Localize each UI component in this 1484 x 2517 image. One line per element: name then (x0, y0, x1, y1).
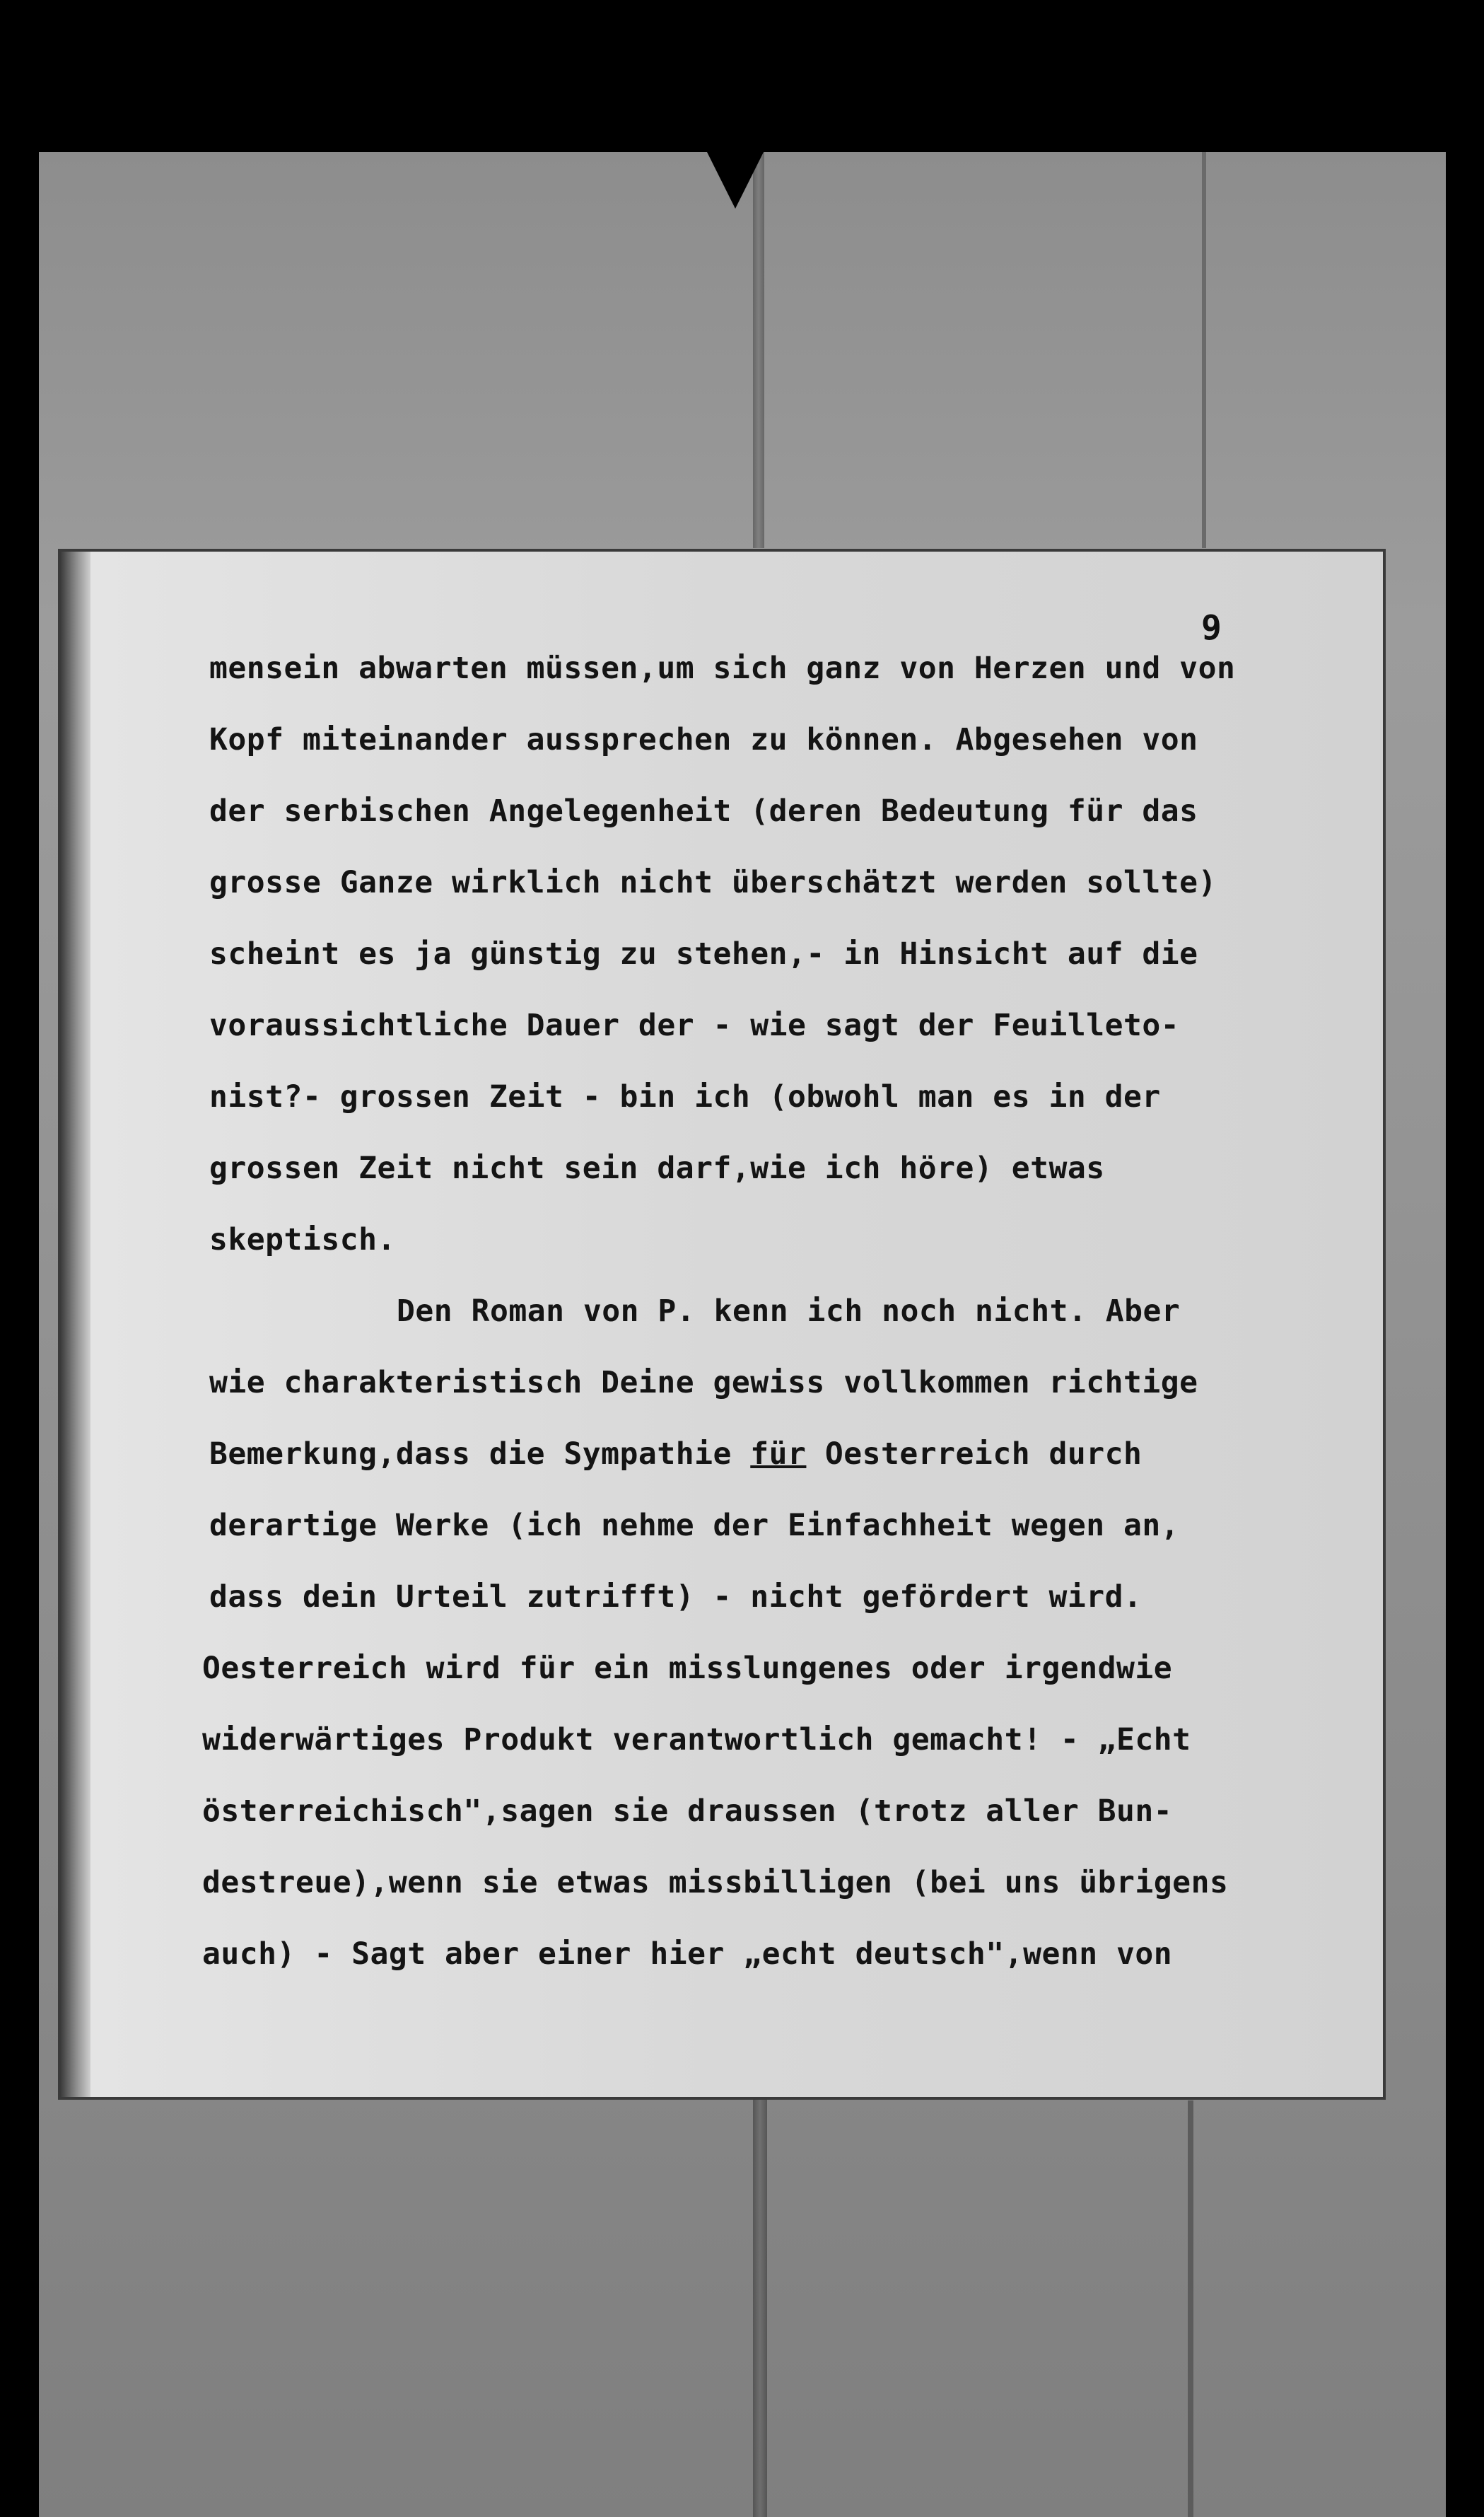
underlined-word: für (750, 1436, 807, 1472)
text-line: grosse Ganze wirklich nicht überschätzt werden sollte) (209, 865, 1217, 900)
text-line: widerwärtiges Produkt verantwortlich gemacht! - „Echt (202, 1722, 1191, 1757)
text-line: voraussichtliche Dauer der - wie sagt der Feuilleto- (209, 1008, 1180, 1043)
typed-letter-page (61, 552, 1383, 2097)
text-line: derartige Werke (ich nehme der Einfachheit wegen an, (209, 1508, 1180, 1543)
text-line: nist?- grossen Zeit - bin ich (obwohl man es in der (209, 1079, 1161, 1115)
text-line: mensein abwarten müssen,um sich ganz von Herzen und von (209, 651, 1236, 686)
text-line: dass dein Urteil zutrifft) - nicht gefördert wird. (209, 1579, 1143, 1615)
letter-body (61, 552, 1383, 2097)
text-line: grossen Zeit nicht sein darf,wie ich höre) etwas (209, 1151, 1105, 1186)
text-line: Kopf miteinander aussprechen zu können. Abgesehen von (209, 722, 1198, 757)
text-line: scheint es ja günstig zu stehen,- in Hinsicht auf die (209, 936, 1198, 972)
text-line: Den Roman von P. kenn ich noch nicht. Aber (397, 1294, 1181, 1329)
text-line (209, 1436, 1142, 1472)
text-line: österreichisch",sagen sie draussen (trotz aller Bun- (202, 1794, 1173, 1829)
text-line: der serbischen Angelegenheit (deren Bedeutung für das (209, 794, 1198, 829)
fold-line (1188, 2100, 1193, 2517)
text-line: destreue),wenn sie etwas missbilligen (bei uns übrigens (202, 1865, 1229, 1900)
page-number: 9 (1201, 608, 1222, 648)
text-line: Oesterreich wird für ein misslungenes oder irgendwie (202, 1651, 1173, 1686)
text-segment: Oesterreich durch (824, 1436, 1143, 1472)
text-segment: Bemerkung,dass die Sympathie (209, 1436, 732, 1472)
text-line: skeptisch. (209, 1222, 396, 1257)
text-line: auch) - Sagt aber einer hier „echt deutsch",wenn von (202, 1936, 1173, 1972)
text-line: wie charakteristisch Deine gewiss vollkommen richtige (209, 1365, 1198, 1400)
fold-line (1202, 152, 1206, 548)
